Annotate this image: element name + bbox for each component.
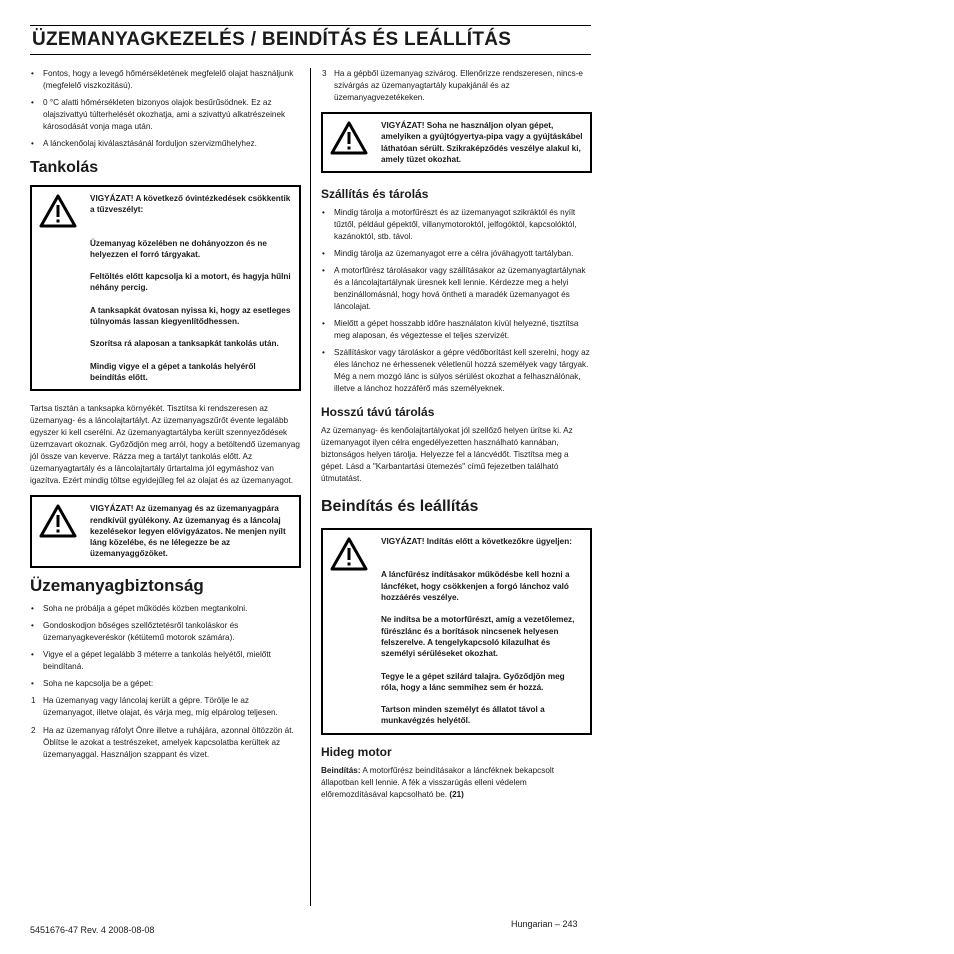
warning-triangle-icon bbox=[32, 497, 84, 565]
section-heading-biztonsag: Üzemanyagbiztonság bbox=[30, 575, 204, 595]
document-number: 5451676-47 Rev. 4 2008-08-08 bbox=[30, 925, 155, 935]
section-heading-beinditas: Beindítás és leállítás bbox=[321, 498, 479, 516]
list-item: • Vigye el a gépet legalább 3 méterre a tankolás helyétől, mielőtt beindítaná. bbox=[30, 649, 301, 673]
numbered-item bbox=[321, 68, 592, 104]
hideg-lead: Beindítás: bbox=[321, 765, 361, 775]
item-text: Ha üzemanyag vagy láncolaj került a gépre. Törölje le az üzemanyagot, illetve olajat, és várja meg, míg elpárolog teljesen. bbox=[43, 695, 278, 717]
warning-text: Szorítsa rá alaposan a tanksapkát tankolás után. bbox=[90, 339, 279, 349]
warning-text: Ne indítsa be a motorfűrészt, amíg a vezetőlemez, fűrészlánc és a borítások nincsenek helyesen felszerelve. A tengelykapcsoló kilazulhat és személyi sérüléseket okozhat. bbox=[381, 615, 575, 659]
page-number: Hungarian – 243 bbox=[511, 919, 578, 929]
warning-text: VIGYÁZAT! Indítás előtt a következőkre ügyeljen: bbox=[381, 537, 572, 547]
item-text: Ha a gépből üzemanyag szivárog. Ellenőrizze rendszeresen, nincs-e szivárgás az üzemanyagtartály kupakjánál és az üzemanyagvezetékeken. bbox=[334, 69, 583, 102]
page-title: ÜZEMANYAGKEZELÉS / BEINDÍTÁS ÉS LEÁLLÍTÁS bbox=[30, 25, 591, 55]
item-number: 1 bbox=[31, 695, 36, 705]
warning-triangle-icon bbox=[323, 530, 375, 733]
section-heading-hosszu: Hosszú távú tárolás bbox=[321, 405, 435, 420]
tankolas-paragraph: Tartsa tisztán a tanksapka környékét. Tisztítsa ki rendszeresen az üzemanyag- és a láncolajtartályt. Az üzemanyagszűrőt évente legalább egyszer ki kell cserélni. Az üzemanyagtartályba került szennyeződések üzemzavart okoznak. Győződjön meg arról, hogy a betöltendő üzemanyag jól össze van keverve. Rázza meg a tartályt tankolás előtt. Az üzemanyagtartály és a láncolajtartály űrtartalma jól egymáshoz van igazítva. Ezért mindig töltse egyidejűleg fel az olajat és az üzemanyagot. bbox=[30, 404, 300, 486]
item-number: 3 bbox=[322, 69, 327, 78]
warning-text: VIGYÁZAT! Soha ne használjon olyan gépet, amelyiken a gyújtógyertya-pipa vagy a gyújtáskábel láthatóan sérült. Szikraképződés veszélye alakul ki, amely tüzet okozhat. bbox=[381, 121, 583, 164]
warning-text: VIGYÁZAT! Az üzemanyag és az üzemanyagpára rendkívül gyúlékony. Az üzemanyag és a láncolaj kezelésekor legyen elővigyázatos. Ne menjen nyílt láng közelébe, és ne lélegezze be az üzemanyaggőzöket. bbox=[90, 504, 286, 559]
hosszu-paragraph: Az üzemanyag- és kenőolajtartályokat jól szellőző helyen ürítse ki. Az üzemanyagot ilyen célra engedélyezetten használható kannában, biztonságos helyen tárolja. Helyezze fel a láncvédőt. Tisztítsa meg a gépet. Lásd a "Karbantartási ütemezés" című fejezetben található útmutatást. bbox=[321, 426, 573, 484]
section-heading-hideg: Hideg motor bbox=[321, 744, 392, 759]
warning-text: Feltöltés előtt kapcsolja ki a motort, és hagyja hűlni néhány percig. bbox=[90, 272, 291, 293]
list-item: • Mielőtt a gépet hosszabb időre használaton kívül helyezné, tisztítsa meg alaposan, és végeztesse el teljes szervizét. bbox=[321, 318, 592, 342]
warning-triangle-icon bbox=[323, 114, 375, 171]
warning-box-spark bbox=[321, 112, 592, 173]
warning-text: Tegye le a gépet szilárd talajra. Győződjön meg róla, hogy a lánc semmihez sem ér hozzá. bbox=[381, 671, 565, 692]
numbered-item bbox=[30, 695, 301, 719]
warning-triangle-icon bbox=[32, 187, 84, 389]
list-item: • Fontos, hogy a levegő hőmérsékletének megfelelő olajat használjunk (megfelelő viszkozitású). bbox=[30, 68, 301, 92]
list-item: • Szállításkor vagy tároláskor a gépre védőborítást kell szerelni, hogy az éles lánchoz ne érhessenek véletlenül hozzá személyek vagy tárgyak. Még a nem mozgó lánc is súlyos sérülést okozhat a felhasználónak, illetve a lánchoz hozzáférő más személyeknek. bbox=[321, 347, 592, 395]
warning-text: Üzemanyag közelében ne dohányozzon és ne helyezzen el forró tárgyakat. bbox=[90, 238, 267, 259]
list-item: • Mindig tárolja a motorfűrészt és az üzemanyagot szikráktól és nyílt tűztől, például gépektől, villanymotoroktól, jelfogóktól, kapcsolóktól, kazánoktól, stb. távol. bbox=[321, 207, 592, 243]
warning-text: Tartson minden személyt és állatot távol a munkavégzés helyétől. bbox=[381, 705, 545, 726]
intro-bullet-list bbox=[30, 68, 301, 150]
section-heading-tankolas: Tankolás bbox=[30, 159, 99, 176]
list-item: • A lánckenőolaj kiválasztásánál forduljon szervizműhelyhez. bbox=[30, 138, 301, 150]
warning-text: Mindig vigye el a gépet a tankolás helyéről beindítás előtt. bbox=[90, 361, 256, 382]
biztonsag-bullet-list bbox=[30, 603, 301, 690]
szallitas-bullet-list bbox=[321, 207, 592, 395]
list-item: • Mindig tárolja az üzemanyagot erre a célra jóváhagyott tartályban. bbox=[321, 248, 592, 260]
list-item: • 0 °C alatti hőmérsékleten bizonyos olajok besűrűsödnek. Ez az olajszivattyú túlterhelését okozhatja, ami a szivattyú alkatrészeinek károsodását vonja maga után. bbox=[30, 97, 301, 133]
warning-box-fire bbox=[30, 185, 301, 391]
warning-text: VIGYÁZAT! A következő óvintézkedések csökkentik a tűzveszélyt: bbox=[90, 194, 291, 215]
warning-box-start bbox=[321, 528, 592, 735]
hideg-text: A motorfűrész beindításakor a láncféknek bekapcsolt állapotban kell lennie. A fék a visszarúgás elleni védelem előremozdításával kapcsolható be. bbox=[321, 765, 555, 799]
warning-text: A láncfűrész indításakor működésbe kell hozni a láncféket, hogy csökkenjen a forgó lánchoz való hozzáérés veszélye. bbox=[381, 570, 570, 603]
item-number: 2 bbox=[31, 725, 36, 735]
hideg-paragraph bbox=[321, 765, 592, 801]
list-item: • Gondoskodjon bőséges szellőztetésről tankoláskor és üzemanyagkeveréskor (kétütemű motorok számára). bbox=[30, 620, 301, 644]
figure-reference: (21) bbox=[447, 789, 464, 799]
list-item: • Soha ne kapcsolja be a gépet: bbox=[30, 678, 301, 690]
numbered-item bbox=[30, 725, 301, 761]
warning-box-flammable bbox=[30, 495, 301, 567]
list-item: • A motorfűrész tárolásakor vagy szállításakor az üzemanyagtartálynak és a láncolajtartálynak üresnek kell lennie. Kérdezze meg a helyi benzinállomásnál, hogy hová öntheti a maradék üzemanyagot és láncolajat. bbox=[321, 265, 592, 313]
section-heading-szallitas: Szállítás és tárolás bbox=[321, 187, 429, 202]
item-text: Ha az üzemanyag ráfolyt Önre illetve a ruhájára, azonnal öltözzön át. Öblítse le azokat a testrészeket, amelyek kapcsolatba kerültek az üzemanyaggal. Használjon szappant és vizet. bbox=[43, 725, 294, 759]
left-column bbox=[30, 68, 301, 767]
right-column bbox=[321, 68, 592, 809]
column-divider bbox=[310, 68, 311, 906]
warning-text: A tanksapkát óvatosan nyissa ki, hogy az esetleges túlnyomás lassan kiegyenlítődhessen. bbox=[90, 305, 291, 327]
list-item: • Soha ne próbálja a gépet működés közben megtankolni. bbox=[30, 603, 301, 615]
